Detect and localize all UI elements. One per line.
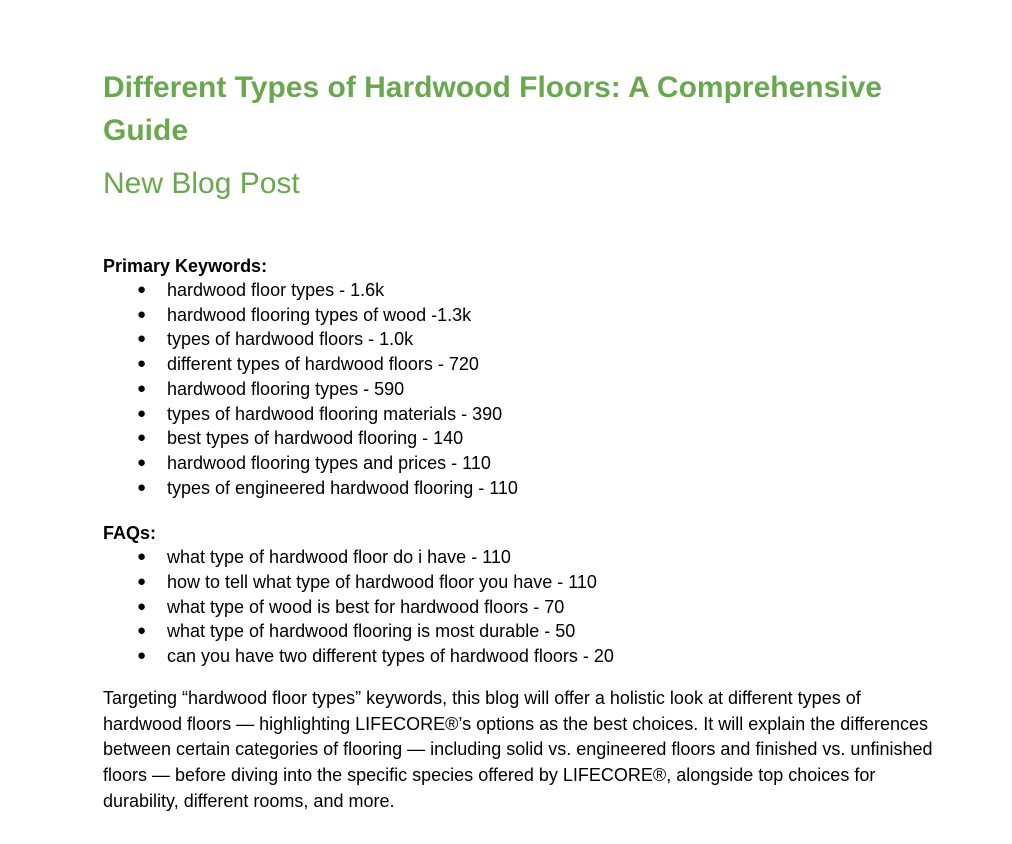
document-page — [103, 66, 943, 814]
bullet-icon: ● — [137, 622, 147, 640]
list-item: ● what type of wood is best for hardwood floors - 70 — [103, 595, 943, 620]
document-subtitle: New Blog Post — [103, 167, 300, 200]
bullet-icon: ● — [137, 453, 147, 471]
bullet-icon: ● — [137, 281, 147, 298]
document-title: Different Types of Hardwood Floors: A Comprehensive Guide — [103, 71, 882, 147]
bullet-icon: ● — [137, 573, 147, 591]
bullet-icon: ● — [137, 429, 147, 447]
faqs-list — [103, 545, 943, 669]
bullet-icon: ● — [137, 597, 147, 615]
bullet-icon: ● — [137, 305, 147, 323]
faqs-heading: FAQs: — [103, 523, 157, 544]
primary-keywords-list — [103, 278, 943, 500]
list-item: ● how to tell what type of hardwood floor you have - 110 — [103, 570, 943, 595]
list-item: ● hardwood flooring types of wood -1.3k — [103, 303, 943, 328]
list-item: ● types of hardwood flooring materials - 390 — [103, 402, 943, 427]
list-item: ● what type of hardwood floor do i have - 110 — [103, 545, 943, 570]
bullet-icon: ● — [137, 478, 147, 496]
list-item: ● hardwood floor types - 1.6k — [103, 278, 943, 303]
list-item: ● best types of hardwood flooring - 140 — [103, 426, 943, 451]
list-item: ● hardwood flooring types and prices - 110 — [103, 451, 943, 476]
list-item: ● what type of hardwood flooring is most durable - 50 — [103, 619, 943, 644]
primary-keywords-heading: Primary Keywords: — [103, 256, 268, 276]
bullet-icon: ● — [137, 647, 147, 665]
bullet-icon: ● — [137, 355, 147, 373]
bullet-icon: ● — [137, 379, 147, 397]
list-item: ● types of hardwood floors - 1.0k — [103, 327, 943, 352]
list-item: ● hardwood flooring types - 590 — [103, 377, 943, 402]
bullet-icon: ● — [137, 548, 147, 566]
bullet-icon: ● — [137, 404, 147, 422]
list-item: ● can you have two different types of hardwood floors - 20 — [103, 644, 943, 669]
list-item: ● types of engineered hardwood flooring - 110 — [103, 476, 943, 501]
list-item: ● different types of hardwood floors - 720 — [103, 352, 943, 377]
summary-paragraph: Targeting “hardwood floor types” keywords, this blog will offer a holistic look at different types of hardwood floors — highlighting LIFECORE®’s options as the best choices. It will explain the differences between certain categories of flooring — including solid vs. engineered floors and finished vs. unfinished floors — before diving into the specific species offered by LIFECORE®, alongside top choices for durability, different rooms, and more. — [103, 687, 933, 811]
bullet-icon: ● — [137, 330, 147, 348]
